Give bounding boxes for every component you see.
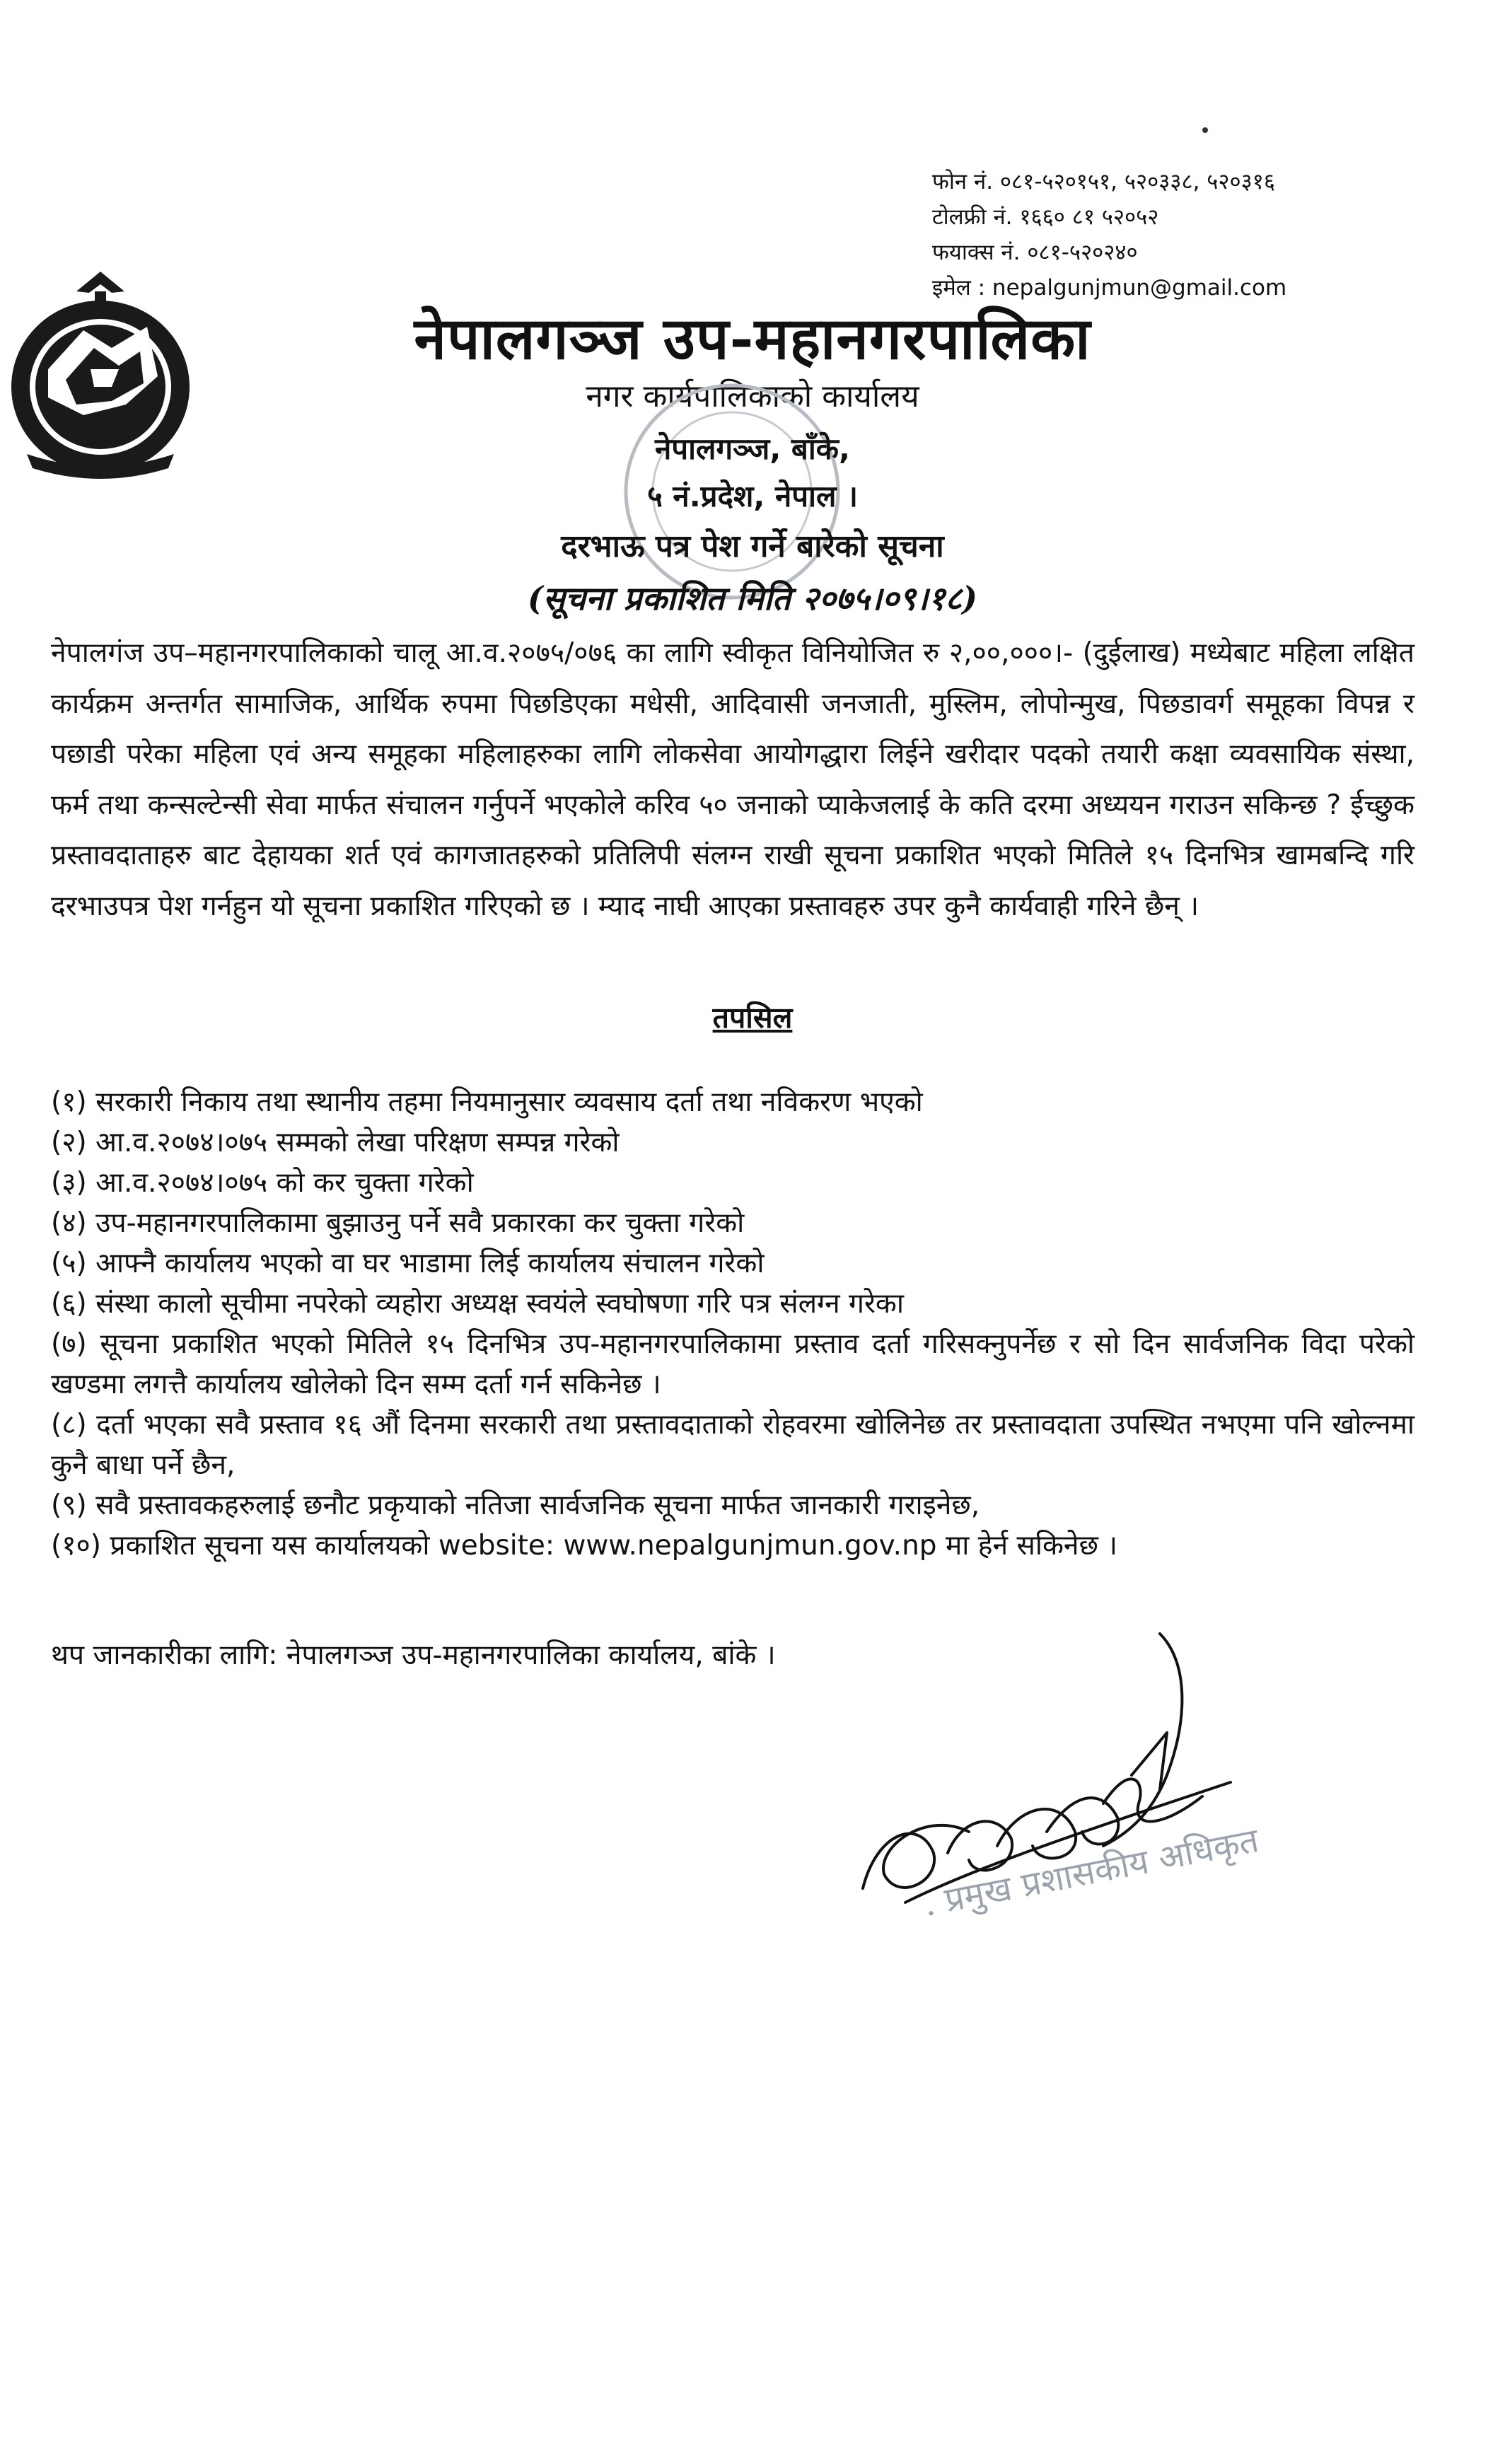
tollfree-number: टोलफ्री नं. १६६० ८१ ५२०५२ [932, 204, 1159, 230]
address-line-1: नेपालगञ्ज, बाँके, [655, 431, 850, 466]
list-item: (३) आ.व.२०७४।०७५ को कर चुक्ता गरेको [51, 1167, 474, 1199]
list-item: (४) उप-महानगरपालिकामा बुझाउनु पर्ने सवै प्रकारका कर चुक्ता गरेको [51, 1207, 745, 1239]
organization-name: नेपालगञ्ज उप-महानगरपालिका [414, 305, 1091, 373]
list-item: (८) दर्ता भएका सवै प्रस्ताव १६ औं दिनमा सरकारी तथा प्रस्तावदाताको रोहवरमा खोलिनेछ तर प्रस्तावदाता उपस्थित नभएमा पनि खोल्नमा कुनै बाधा पर्ने छैन, [51, 1409, 1414, 1481]
notice-title: दरभाऊ पत्र पेश गर्ने बारेको सूचना [561, 528, 944, 564]
conditions-list [51, 1082, 1414, 1566]
list-item: (१०) प्रकाशित सूचना यस कार्यालयको website: www.nepalgunjmun.gov.np मा हेर्न सकिनेछ । [51, 1530, 1118, 1562]
email-address: इमेल : nepalgunjmun@gmail.com [932, 275, 1287, 301]
notice-paragraph: नेपालगंज उप–महानगरपालिकाको चालू आ.व.२०७५/०७६ का लागि स्वीकृत विनियोजित रु २,००,०००।- (दुईलाख) मध्येबाट महिला लक्षित कार्यक्रम अन्तर्गत सामाजिक, आर्थिक रुपमा पिछडिएका मधेसी, आदिवासी जनजाती, मुस्लिम, लोपोन्मुख, पिछडावर्ग समूहका विपन्न र पछाडी परेका महिला एवं अन्य समूहका महिलाहरुका लागि लोकसेवा आयोगद्धारा लिईने खरीदार पदको तयारी कक्षा व्यवसायिक संस्था, फर्म तथा कन्सल्टेन्सी सेवा मार्फत संचालन गर्नुपर्ने भएकोले करिव ५० जनाको प्याकेजलाई के कति दरमा अध्ययन गराउन सकिन्छ ? ईच्छुक प्रस्तावदाताहरु बाट देहायका शर्त एवं कागजातहरुको प्रतिलिपी संलग्न राखी सूचना प्रकाशित भएको मितिले १५ दिनभित्र खामबन्दि गरि दरभाउपत्र पेश गर्नहुन यो सूचना प्रकाशित गरिएको छ । म्याद नाघी आएका प्रस्तावहरु उपर कुनै कार्यवाही गरिने छैन् । [51, 637, 1414, 922]
publish-date: (सूचना प्रकाशित मिति २०७५।०९।१८) [528, 579, 977, 617]
scan-dot [1202, 127, 1208, 133]
list-item: (६) संस्था कालो सूचीमा नपरेको व्यहोरा अध्यक्ष स्वयंले स्वघोषणा गरि पत्र संलग्न गरेका [51, 1288, 904, 1320]
list-item: (२) आ.व.२०७४।०७५ सम्मको लेखा परिक्षण सम्पन्न गरेको [51, 1127, 620, 1158]
section-title: तपसिल [712, 1001, 793, 1035]
list-item: (९) सवै प्रस्तावकहरुलाई छनौट प्रकृयाको नतिजा सार्वजनिक सूचना मार्फत जानकारी गराइनेछ, [51, 1489, 980, 1521]
officer-title-stamp: . प्रमुख प्रशासकीय अधिकृत [920, 1820, 1262, 1924]
office-name: नगर कार्यपालिकाको कार्यालय [586, 378, 919, 414]
list-item: (१) सरकारी निकाय तथा स्थानीय तहमा नियमानुसार व्यवसाय दर्ता तथा नविकरण भएको [51, 1086, 923, 1118]
phone-number: फोन नं. ०८१-५२०१५१, ५२०३३८, ५२०३१६ [932, 169, 1276, 194]
more-info-line: थप जानकारीका लागि: नेपालगञ्ज उप-महानगरपालिका कार्यालय, बांके । [51, 1639, 776, 1671]
list-item: (७) सूचना प्रकाशित भएको मितिले १५ दिनभित्र उप-महानगरपालिकामा प्रस्ताव दर्ता गरिसक्नुपर्नेछ र सो दिन सार्वजनिक विदा परेको खण्डमा लगत्तै कार्यालय खोलेको दिन सम्म दर्ता गर्न सकिनेछ । [51, 1328, 1414, 1400]
list-item: (५) आफ्नै कार्यालय भएको वा घर भाडामा लिई कार्यालय संचालन गरेको [51, 1248, 765, 1279]
contact-block [932, 164, 1286, 306]
fax-number: फयाक्स नं. ०८१-५२०२४० [932, 240, 1138, 265]
address-line-2: ५ नं.प्रदेश, नेपाल । [646, 479, 859, 513]
